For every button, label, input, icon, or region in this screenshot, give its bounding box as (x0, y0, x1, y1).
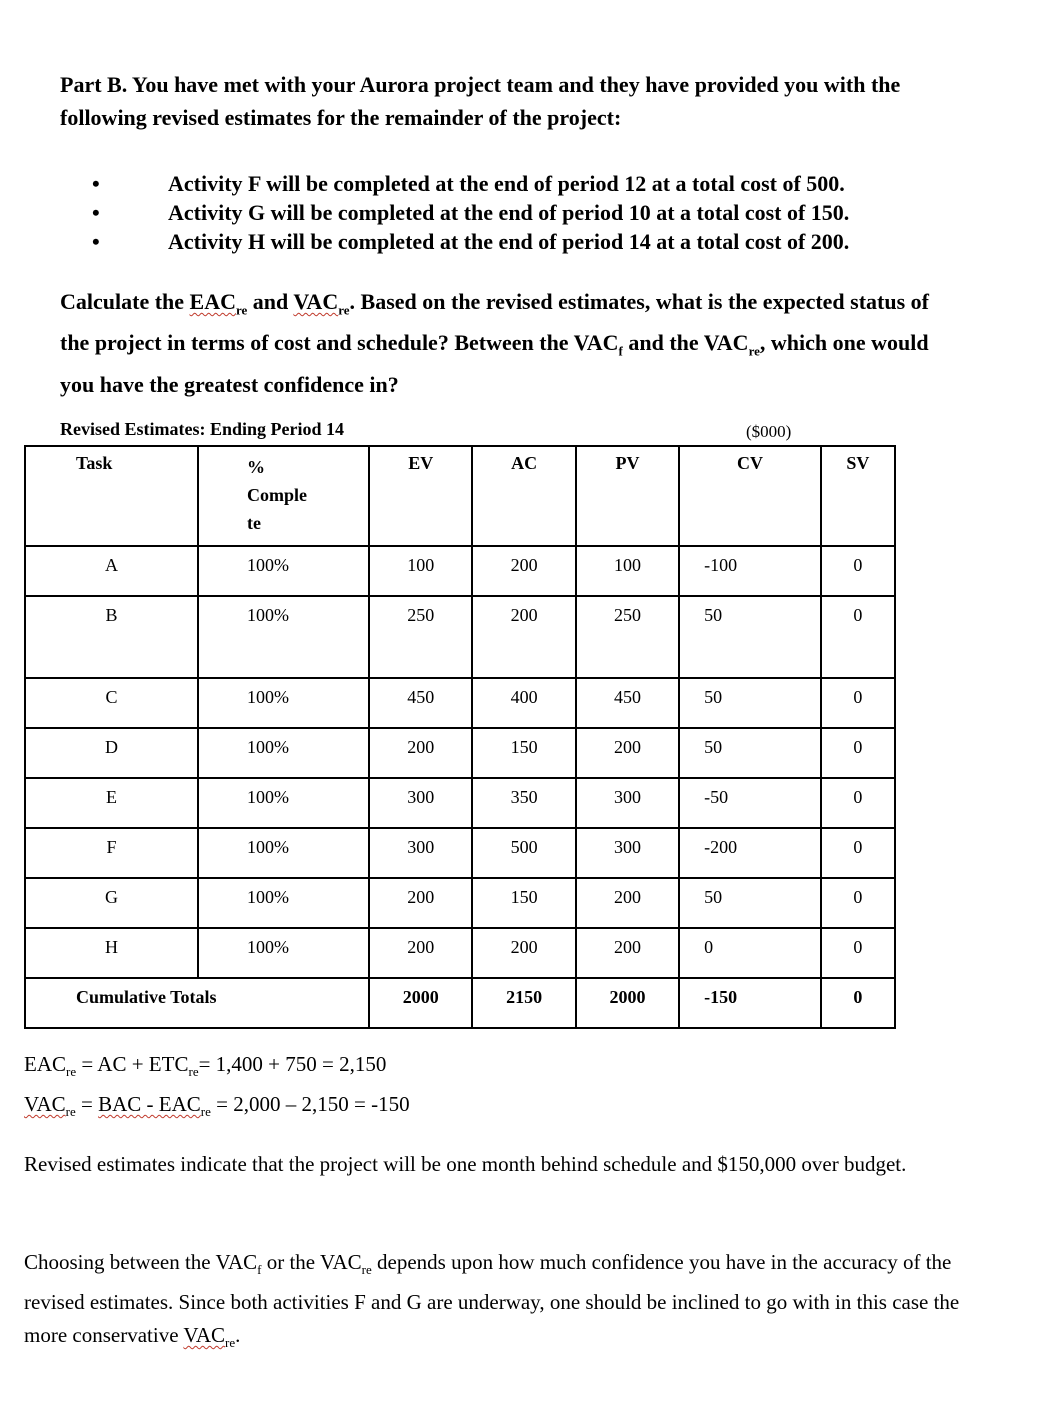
vac-re-term (293, 289, 350, 318)
cell-cv: 50 (679, 728, 821, 778)
re-subscript: re (66, 1064, 77, 1080)
cell-pv: 300 (576, 828, 679, 878)
paragraph-text: VAC (183, 1323, 226, 1348)
vac-re-term (24, 1092, 76, 1120)
re-subscript: re (188, 1064, 199, 1080)
cell-cv: -50 (679, 778, 821, 828)
formula-text: = AC + ETC (76, 1052, 189, 1076)
total-sv: 0 (821, 978, 895, 1028)
cell-pct: 100% (198, 928, 369, 978)
table-row (25, 878, 895, 928)
header-task: Task (25, 446, 198, 546)
cell-ev: 200 (369, 728, 472, 778)
f-subscript: f (257, 1262, 262, 1278)
cell-ev: 250 (369, 596, 472, 678)
formula-text: = (75, 1092, 99, 1117)
bullet-icon: • (92, 229, 100, 254)
cell-cv: 50 (679, 678, 821, 728)
table-row (25, 728, 895, 778)
total-cv: -150 (679, 978, 821, 1028)
cell-sv: 0 (821, 928, 895, 978)
cell-pv: 300 (576, 778, 679, 828)
eac-formula (24, 1048, 410, 1088)
cell-pv: 200 (576, 928, 679, 978)
cell-task: A (25, 546, 198, 596)
totals-row (25, 978, 895, 1028)
question-text: Calculate the (60, 289, 190, 314)
cell-pct: 100% (198, 778, 369, 828)
cell-pct: 100% (198, 828, 369, 878)
cell-ac: 200 (472, 546, 575, 596)
vac-label: VAC (293, 289, 339, 314)
cell-sv: 0 (821, 728, 895, 778)
cell-task: C (25, 678, 198, 728)
f-subscript: f (618, 343, 623, 359)
cell-ac: 500 (472, 828, 575, 878)
cell-task: D (25, 728, 198, 778)
totals-label: Cumulative Totals (25, 978, 369, 1028)
formula-text: VAC (24, 1092, 66, 1117)
header-sv: SV (821, 446, 895, 546)
cell-ac: 400 (472, 678, 575, 728)
cell-sv: 0 (821, 778, 895, 828)
conclusion-paragraph-1: Revised estimates indicate that the project will be one month behind schedule and $150,000 over budget. (24, 1152, 907, 1176)
table-row (25, 828, 895, 878)
intro-paragraph: Part B. You have met with your Aurora project team and they have provided you with the following revised estimates for the remainder of the project: (60, 72, 901, 130)
cell-ev: 100 (369, 546, 472, 596)
table-row (25, 546, 895, 596)
bullet-text: Activity F will be completed at the end of period 12 at a total cost of 500. (168, 171, 845, 196)
table-caption: Revised Estimates: Ending Period 14 (60, 419, 345, 439)
formula-text: = 1,400 + 750 = 2,150 (198, 1052, 387, 1076)
question-text: , which one would you have the greatest confidence in? (60, 330, 929, 397)
cell-task: F (25, 828, 198, 878)
bullet-icon: • (92, 171, 100, 196)
cell-task: G (25, 878, 198, 928)
header-pct-line: % (247, 457, 265, 477)
bullet-list (92, 169, 992, 256)
re-subscript: re (748, 343, 760, 359)
cell-pv: 100 (576, 546, 679, 596)
cell-ev: 200 (369, 928, 472, 978)
total-ac: 2150 (472, 978, 575, 1028)
bullet-text: Activity G will be completed at the end of period 10 at a total cost of 150. (168, 200, 850, 225)
cell-pct: 100% (198, 678, 369, 728)
question-text: and (247, 289, 294, 314)
cell-ev: 300 (369, 778, 472, 828)
cell-pct: 100% (198, 878, 369, 928)
formulas (24, 1048, 410, 1128)
list-item (92, 227, 992, 256)
cell-pv: 250 (576, 596, 679, 678)
table-units: ($000) (746, 422, 792, 441)
re-subscript: re (225, 1335, 236, 1351)
bullet-text: Activity H will be completed at the end of period 14 at a total cost of 200. (168, 229, 850, 254)
cell-ac: 200 (472, 596, 575, 678)
re-subscript: re (200, 1104, 211, 1120)
re-subscript: re (338, 302, 350, 318)
cell-ev: 200 (369, 878, 472, 928)
eac-label: EAC (189, 289, 236, 314)
cell-cv: -100 (679, 546, 821, 596)
cell-pv: 200 (576, 728, 679, 778)
cell-pv: 450 (576, 678, 679, 728)
paragraph-text: Choosing between the VAC (24, 1250, 258, 1274)
formula-text: BAC - EAC (98, 1092, 201, 1117)
cell-task: H (25, 928, 198, 978)
paragraph-text: depends upon how much confidence you have in the accuracy of the revised estimates. Since both activities F and G are underway, one should be inclined to go with in this case the more conservative (24, 1250, 960, 1348)
re-subscript: re (235, 302, 248, 318)
header-ev: EV (369, 446, 472, 546)
cell-cv: -200 (679, 828, 821, 878)
paragraph-text: or the VAC (261, 1250, 362, 1274)
re-subscript: re (361, 1262, 372, 1278)
revised-estimates-table (24, 445, 896, 1029)
vac-formula (24, 1088, 410, 1128)
cell-pct: 100% (198, 728, 369, 778)
header-percent-complete (198, 446, 369, 546)
table-row (25, 596, 895, 678)
formula-text: = 2,000 – 2,150 = -150 (210, 1092, 410, 1117)
re-subscript: re (65, 1104, 76, 1120)
header-pct-line: te (247, 513, 261, 533)
question-paragraph (60, 285, 960, 401)
eac-re-term (189, 289, 248, 318)
header-pct-line: Comple (247, 485, 307, 505)
question-text: and the VAC (622, 330, 749, 356)
bac-eac-term (98, 1092, 211, 1120)
table-row (25, 778, 895, 828)
cell-ac: 350 (472, 778, 575, 828)
paragraph-text: . (235, 1323, 241, 1348)
cell-sv: 0 (821, 828, 895, 878)
cell-task: B (25, 596, 198, 678)
cell-pct: 100% (198, 546, 369, 596)
cell-pv: 200 (576, 878, 679, 928)
table-row (25, 678, 895, 728)
cell-ev: 300 (369, 828, 472, 878)
header-ac: AC (472, 446, 575, 546)
cell-task: E (25, 778, 198, 828)
cell-sv: 0 (821, 678, 895, 728)
cell-cv: 50 (679, 596, 821, 678)
cell-sv: 0 (821, 596, 895, 678)
bullet-icon: • (92, 200, 100, 225)
cell-pct: 100% (198, 596, 369, 678)
cell-ac: 150 (472, 728, 575, 778)
cell-ac: 200 (472, 928, 575, 978)
total-pv: 2000 (576, 978, 679, 1028)
list-item (92, 198, 992, 227)
total-ev: 2000 (369, 978, 472, 1028)
cell-sv: 0 (821, 546, 895, 596)
cell-sv: 0 (821, 878, 895, 928)
header-cv: CV (679, 446, 821, 546)
cell-ac: 150 (472, 878, 575, 928)
cell-cv: 0 (679, 928, 821, 978)
question-text: . Based on the revised estimates, what is the expected status of the project in terms of cost and schedule? Between the VAC (60, 289, 930, 356)
formula-text: EAC (24, 1052, 66, 1076)
table-row (25, 928, 895, 978)
vac-re-term (183, 1323, 236, 1351)
table-header-row (25, 446, 895, 546)
header-pv: PV (576, 446, 679, 546)
cell-ev: 450 (369, 678, 472, 728)
cell-cv: 50 (679, 878, 821, 928)
conclusion-paragraph-2 (24, 1246, 964, 1359)
list-item (92, 169, 992, 198)
